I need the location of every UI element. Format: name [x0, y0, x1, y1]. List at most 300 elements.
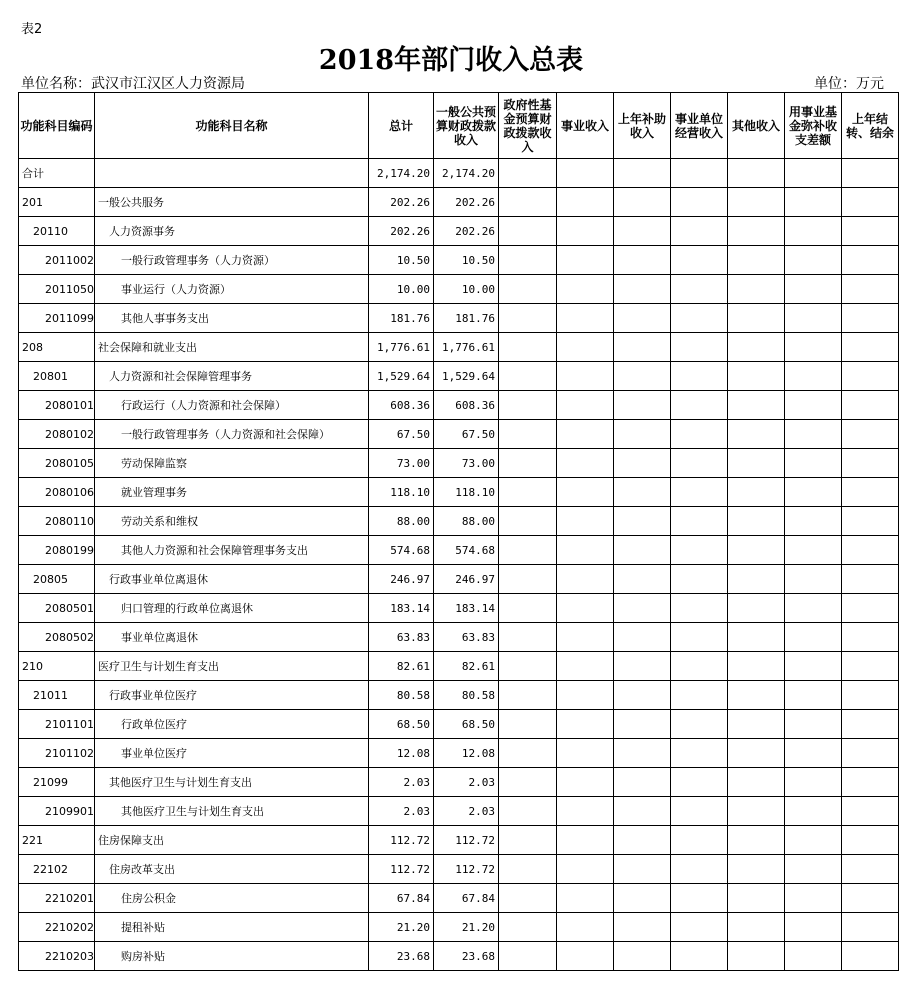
row-total: 68.50 [369, 710, 434, 739]
table-row [19, 507, 899, 536]
row-name: 其他医疗卫生与计划生育支出 [95, 768, 369, 797]
row-empty-cell [785, 217, 842, 246]
row-empty-cell [614, 565, 671, 594]
row-empty-cell [728, 565, 785, 594]
row-empty-cell [728, 913, 785, 942]
row-empty-cell [842, 304, 899, 333]
table-row [19, 449, 899, 478]
row-empty-cell [842, 565, 899, 594]
row-empty-cell [842, 884, 899, 913]
row-empty-cell [842, 913, 899, 942]
row-empty-cell [557, 681, 614, 710]
row-empty-cell [728, 623, 785, 652]
row-empty-cell [671, 391, 728, 420]
row-empty-cell [499, 797, 557, 826]
row-empty-cell [842, 652, 899, 681]
row-code: 2080501 [19, 594, 95, 623]
row-empty-cell [728, 768, 785, 797]
row-empty-cell [842, 942, 899, 971]
row-empty-cell [557, 536, 614, 565]
row-general-budget: 574.68 [434, 536, 499, 565]
row-empty-cell [557, 304, 614, 333]
row-name: 人力资源事务 [95, 217, 369, 246]
col-header-prior-subsidy: 上年补助收入 [614, 93, 671, 159]
row-empty-cell [671, 855, 728, 884]
row-empty-cell [671, 681, 728, 710]
row-empty-cell [842, 246, 899, 275]
row-code: 2109901 [19, 797, 95, 826]
row-general-budget: 181.76 [434, 304, 499, 333]
row-empty-cell [614, 333, 671, 362]
row-name: 一般行政管理事务（人力资源和社会保障） [95, 420, 369, 449]
row-empty-cell [671, 594, 728, 623]
page-title: 2018年部门收入总表 [318, 45, 584, 76]
row-empty-cell [842, 768, 899, 797]
row-empty-cell [557, 391, 614, 420]
row-empty-cell [614, 217, 671, 246]
row-total: 574.68 [369, 536, 434, 565]
row-name: 人力资源和社会保障管理事务 [95, 362, 369, 391]
row-name: 行政事业单位医疗 [95, 681, 369, 710]
row-empty-cell [499, 420, 557, 449]
row-total: 118.10 [369, 478, 434, 507]
row-empty-cell [671, 884, 728, 913]
row-empty-cell [614, 304, 671, 333]
row-code: 2080105 [19, 449, 95, 478]
row-code: 2080199 [19, 536, 95, 565]
row-empty-cell [728, 449, 785, 478]
row-total: 112.72 [369, 826, 434, 855]
row-empty-cell [499, 623, 557, 652]
row-total: 80.58 [369, 681, 434, 710]
row-empty-cell [728, 710, 785, 739]
row-empty-cell [728, 826, 785, 855]
row-empty-cell [671, 478, 728, 507]
row-empty-cell [499, 507, 557, 536]
row-code: 2101101 [19, 710, 95, 739]
row-empty-cell [614, 507, 671, 536]
row-code: 2210201 [19, 884, 95, 913]
row-empty-cell [785, 768, 842, 797]
row-empty-cell [785, 275, 842, 304]
table-row [19, 797, 899, 826]
row-empty-cell [785, 913, 842, 942]
col-header-business-income: 事业收入 [557, 93, 614, 159]
row-empty-cell [842, 797, 899, 826]
row-general-budget: 73.00 [434, 449, 499, 478]
row-empty-cell [842, 739, 899, 768]
row-empty-cell [671, 159, 728, 188]
col-header-fund-offset: 用事业基金弥补收支差额 [785, 93, 842, 159]
row-empty-cell [614, 797, 671, 826]
table-row [19, 391, 899, 420]
row-empty-cell [671, 536, 728, 565]
row-empty-cell [785, 362, 842, 391]
row-total: 1,776.61 [369, 333, 434, 362]
row-name: 一般行政管理事务（人力资源） [95, 246, 369, 275]
row-empty-cell [499, 304, 557, 333]
col-header-total: 总计 [369, 93, 434, 159]
col-header-other-income: 其他收入 [728, 93, 785, 159]
row-empty-cell [499, 275, 557, 304]
row-general-budget: 112.72 [434, 855, 499, 884]
row-empty-cell [614, 159, 671, 188]
income-table [18, 92, 899, 971]
row-total: 23.68 [369, 942, 434, 971]
table-tag: 表2 [21, 22, 43, 37]
row-code: 2011099 [19, 304, 95, 333]
row-name: 归口管理的行政单位离退休 [95, 594, 369, 623]
row-total: 1,529.64 [369, 362, 434, 391]
row-empty-cell [614, 826, 671, 855]
row-empty-cell [671, 304, 728, 333]
row-empty-cell [671, 565, 728, 594]
row-empty-cell [785, 507, 842, 536]
row-empty-cell [728, 507, 785, 536]
table-row [19, 420, 899, 449]
row-empty-cell [557, 275, 614, 304]
row-empty-cell [842, 623, 899, 652]
table-row [19, 478, 899, 507]
row-empty-cell [785, 623, 842, 652]
row-empty-cell [499, 594, 557, 623]
row-empty-cell [557, 159, 614, 188]
row-empty-cell [785, 246, 842, 275]
row-total: 12.08 [369, 739, 434, 768]
col-header-name: 功能科目名称 [95, 93, 369, 159]
row-general-budget: 63.83 [434, 623, 499, 652]
row-empty-cell [842, 333, 899, 362]
row-empty-cell [499, 652, 557, 681]
row-empty-cell [499, 449, 557, 478]
row-empty-cell [728, 275, 785, 304]
row-name: 一般公共服务 [95, 188, 369, 217]
row-empty-cell [785, 884, 842, 913]
row-general-budget: 67.84 [434, 884, 499, 913]
row-name: 事业运行（人力资源） [95, 275, 369, 304]
row-empty-cell [671, 420, 728, 449]
row-empty-cell [728, 217, 785, 246]
row-general-budget: 80.58 [434, 681, 499, 710]
row-empty-cell [842, 449, 899, 478]
row-empty-cell [728, 420, 785, 449]
row-empty-cell [557, 217, 614, 246]
row-code: 2101102 [19, 739, 95, 768]
row-empty-cell [499, 913, 557, 942]
row-empty-cell [614, 594, 671, 623]
row-empty-cell [842, 710, 899, 739]
col-header-operating-income: 事业单位经营收入 [671, 93, 728, 159]
table-row [19, 536, 899, 565]
row-empty-cell [614, 710, 671, 739]
row-empty-cell [614, 478, 671, 507]
row-empty-cell [557, 652, 614, 681]
row-total: 73.00 [369, 449, 434, 478]
row-empty-cell [557, 855, 614, 884]
row-general-budget: 1,529.64 [434, 362, 499, 391]
row-empty-cell [614, 942, 671, 971]
row-empty-cell [557, 188, 614, 217]
table-row [19, 333, 899, 362]
row-total: 202.26 [369, 217, 434, 246]
row-general-budget: 112.72 [434, 826, 499, 855]
row-total: 2,174.20 [369, 159, 434, 188]
row-empty-cell [557, 594, 614, 623]
row-code: 208 [19, 333, 95, 362]
row-empty-cell [614, 246, 671, 275]
unit-label: 单位：万元 [814, 76, 884, 92]
row-empty-cell [557, 623, 614, 652]
row-general-budget: 68.50 [434, 710, 499, 739]
row-total: 67.50 [369, 420, 434, 449]
row-empty-cell [728, 594, 785, 623]
row-general-budget: 183.14 [434, 594, 499, 623]
row-general-budget: 23.68 [434, 942, 499, 971]
row-empty-cell [728, 362, 785, 391]
row-empty-cell [842, 826, 899, 855]
row-empty-cell [557, 565, 614, 594]
row-empty-cell [499, 855, 557, 884]
row-code: 221 [19, 826, 95, 855]
row-empty-cell [728, 652, 785, 681]
row-empty-cell [614, 623, 671, 652]
row-empty-cell [785, 420, 842, 449]
row-general-budget: 67.50 [434, 420, 499, 449]
row-empty-cell [728, 797, 785, 826]
row-code: 2080502 [19, 623, 95, 652]
row-empty-cell [557, 478, 614, 507]
row-total: 10.00 [369, 275, 434, 304]
row-general-budget: 202.26 [434, 188, 499, 217]
row-name: 提租补贴 [95, 913, 369, 942]
row-general-budget: 10.50 [434, 246, 499, 275]
row-empty-cell [557, 884, 614, 913]
row-empty-cell [499, 188, 557, 217]
table-row [19, 217, 899, 246]
table-row [19, 362, 899, 391]
row-empty-cell [728, 391, 785, 420]
row-empty-cell [499, 536, 557, 565]
col-header-code: 功能科目编码 [19, 93, 95, 159]
row-general-budget: 2.03 [434, 797, 499, 826]
row-empty-cell [671, 275, 728, 304]
row-empty-cell [785, 739, 842, 768]
row-total: 63.83 [369, 623, 434, 652]
row-empty-cell [842, 681, 899, 710]
row-code: 2080102 [19, 420, 95, 449]
row-name: 医疗卫生与计划生育支出 [95, 652, 369, 681]
row-code: 2080110 [19, 507, 95, 536]
row-empty-cell [499, 391, 557, 420]
row-empty-cell [557, 942, 614, 971]
row-general-budget: 88.00 [434, 507, 499, 536]
table-row [19, 304, 899, 333]
row-empty-cell [499, 159, 557, 188]
row-empty-cell [557, 246, 614, 275]
row-name: 购房补贴 [95, 942, 369, 971]
table-row [19, 826, 899, 855]
row-empty-cell [614, 768, 671, 797]
row-empty-cell [728, 855, 785, 884]
row-empty-cell [842, 536, 899, 565]
row-empty-cell [785, 942, 842, 971]
unit-name: 单位名称：武汉市江汉区人力资源局 [21, 76, 245, 92]
row-empty-cell [842, 159, 899, 188]
row-empty-cell [785, 826, 842, 855]
row-empty-cell [842, 507, 899, 536]
row-empty-cell [499, 739, 557, 768]
row-empty-cell [842, 478, 899, 507]
row-empty-cell [614, 275, 671, 304]
row-empty-cell [671, 826, 728, 855]
row-empty-cell [728, 942, 785, 971]
row-empty-cell [614, 855, 671, 884]
row-total: 21.20 [369, 913, 434, 942]
table-row [19, 884, 899, 913]
table-row [19, 710, 899, 739]
table-row [19, 275, 899, 304]
row-empty-cell [785, 681, 842, 710]
table-row [19, 855, 899, 884]
row-empty-cell [785, 652, 842, 681]
row-empty-cell [614, 188, 671, 217]
row-empty-cell [499, 710, 557, 739]
row-empty-cell [728, 536, 785, 565]
row-empty-cell [614, 739, 671, 768]
row-general-budget: 10.00 [434, 275, 499, 304]
row-empty-cell [785, 478, 842, 507]
row-empty-cell [557, 826, 614, 855]
row-total: 246.97 [369, 565, 434, 594]
row-general-budget: 1,776.61 [434, 333, 499, 362]
row-empty-cell [499, 478, 557, 507]
row-general-budget: 118.10 [434, 478, 499, 507]
row-name: 住房公积金 [95, 884, 369, 913]
row-empty-cell [499, 681, 557, 710]
row-code: 2011002 [19, 246, 95, 275]
row-empty-cell [557, 768, 614, 797]
row-general-budget: 2.03 [434, 768, 499, 797]
row-empty-cell [499, 768, 557, 797]
row-total: 2.03 [369, 768, 434, 797]
row-empty-cell [728, 681, 785, 710]
table-row [19, 681, 899, 710]
row-name: 住房改革支出 [95, 855, 369, 884]
row-empty-cell [499, 217, 557, 246]
row-empty-cell [557, 507, 614, 536]
row-total: 67.84 [369, 884, 434, 913]
row-empty-cell [671, 217, 728, 246]
row-empty-cell [614, 420, 671, 449]
row-code: 20110 [19, 217, 95, 246]
row-name: 住房保障支出 [95, 826, 369, 855]
row-empty-cell [499, 942, 557, 971]
row-name: 事业单位医疗 [95, 739, 369, 768]
row-empty-cell [785, 594, 842, 623]
row-name [95, 159, 369, 188]
row-total: 10.50 [369, 246, 434, 275]
row-name: 其他人事事务支出 [95, 304, 369, 333]
row-total: 202.26 [369, 188, 434, 217]
row-name: 其他医疗卫生与计划生育支出 [95, 797, 369, 826]
row-empty-cell [671, 739, 728, 768]
row-empty-cell [671, 623, 728, 652]
row-code: 2080106 [19, 478, 95, 507]
row-empty-cell [785, 536, 842, 565]
row-empty-cell [728, 246, 785, 275]
row-name: 行政运行（人力资源和社会保障） [95, 391, 369, 420]
col-header-carryover: 上年结转、结余 [842, 93, 899, 159]
row-empty-cell [785, 855, 842, 884]
table-row [19, 768, 899, 797]
row-empty-cell [728, 333, 785, 362]
row-empty-cell [557, 449, 614, 478]
row-general-budget: 21.20 [434, 913, 499, 942]
row-empty-cell [614, 536, 671, 565]
row-code: 合计 [19, 159, 95, 188]
row-empty-cell [785, 710, 842, 739]
row-empty-cell [557, 362, 614, 391]
table-header-row [19, 93, 899, 159]
table-row [19, 246, 899, 275]
row-code: 2080101 [19, 391, 95, 420]
row-total: 82.61 [369, 652, 434, 681]
row-empty-cell [785, 304, 842, 333]
row-name: 行政单位医疗 [95, 710, 369, 739]
row-code: 2011050 [19, 275, 95, 304]
row-empty-cell [499, 246, 557, 275]
row-empty-cell [614, 652, 671, 681]
row-name: 事业单位离退休 [95, 623, 369, 652]
table-row [19, 188, 899, 217]
row-general-budget: 608.36 [434, 391, 499, 420]
table-row [19, 942, 899, 971]
row-total: 183.14 [369, 594, 434, 623]
row-empty-cell [728, 884, 785, 913]
row-empty-cell [671, 449, 728, 478]
row-empty-cell [671, 768, 728, 797]
row-general-budget: 246.97 [434, 565, 499, 594]
row-name: 劳动保障监察 [95, 449, 369, 478]
row-empty-cell [499, 362, 557, 391]
row-empty-cell [785, 797, 842, 826]
row-empty-cell [671, 942, 728, 971]
col-header-general-budget: 一般公共预算财政拨款收入 [434, 93, 499, 159]
row-code: 21099 [19, 768, 95, 797]
row-empty-cell [557, 913, 614, 942]
row-empty-cell [614, 681, 671, 710]
row-empty-cell [842, 217, 899, 246]
row-code: 210 [19, 652, 95, 681]
row-empty-cell [557, 797, 614, 826]
row-code: 2210202 [19, 913, 95, 942]
row-empty-cell [671, 710, 728, 739]
row-code: 201 [19, 188, 95, 217]
row-empty-cell [728, 739, 785, 768]
row-empty-cell [499, 826, 557, 855]
table-row [19, 623, 899, 652]
row-empty-cell [499, 884, 557, 913]
row-empty-cell [842, 362, 899, 391]
row-empty-cell [842, 855, 899, 884]
row-empty-cell [614, 884, 671, 913]
row-empty-cell [557, 710, 614, 739]
row-empty-cell [785, 159, 842, 188]
row-code: 21011 [19, 681, 95, 710]
row-general-budget: 202.26 [434, 217, 499, 246]
row-total: 608.36 [369, 391, 434, 420]
row-empty-cell [728, 478, 785, 507]
